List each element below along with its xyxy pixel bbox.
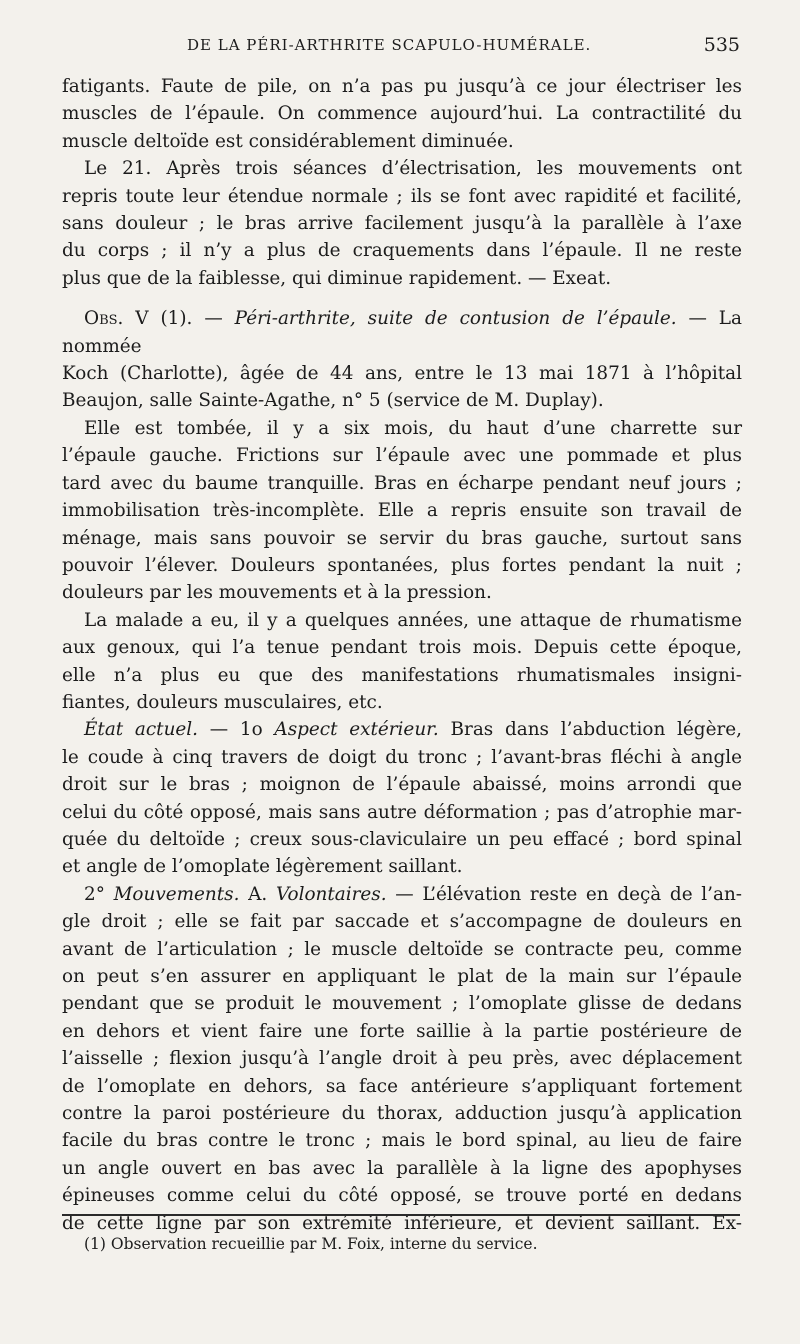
- text-line: muscle deltoïde est considérablement diminuée.: [62, 130, 514, 152]
- text-line: du corps ; il n’y a plus de craquements dans l’épaule. Il ne reste: [62, 240, 742, 262]
- text-line: l’aisselle ; flexion jusqu’à l’angle droit à peu près, avec déplacement: [62, 1048, 742, 1070]
- text-line: l’épaule gauche. Frictions sur l’épaule avec une pommade et plus: [62, 445, 742, 467]
- text-line: contre la paroi postérieure du thorax, adduction jusqu’à application: [62, 1103, 742, 1125]
- text-line: immobilisation très-incomplète. Elle a repris ensuite son travail de: [62, 500, 742, 522]
- text-line: et angle de l’omoplate légèrement saillant.: [62, 856, 463, 878]
- text-line: le coude à cinq travers de doigt du tronc ; l’avant-bras fléchi à angle: [62, 746, 742, 768]
- footnote: (1) Observation recueillie par M. Foix, interne du service.: [84, 1235, 538, 1253]
- text-line: plus que de la faiblesse, qui diminue rapidement. — Exeat.: [62, 267, 612, 289]
- page-number: 535: [703, 34, 740, 56]
- paragraph-continuation: [62, 73, 742, 155]
- text-line: tard avec du baume tranquille. Bras en écharpe pendant neuf jours ;: [62, 472, 742, 494]
- etat-label: État actuel.: [84, 719, 199, 741]
- text-line: un angle ouvert en bas avec la parallèle à la ligne des apophyses: [62, 1157, 742, 1179]
- text-line: ménage, mais sans pouvoir se servir du bras gauche, surtout sans: [62, 527, 742, 549]
- text-line: Koch (Charlotte), âgée de 44 ans, entre le 13 mai 1871 à l’hôpital: [62, 363, 742, 385]
- mouvements-label: Mouvements.: [113, 883, 240, 905]
- text-line: on peut s’en assurer en appliquant le plat de la main sur l’épaule: [62, 966, 742, 987]
- text-line: Beaujon, salle Sainte-Agathe, n° 5 (service de M. Duplay).: [62, 390, 604, 412]
- text-line: Le 21. Après trois séances d’électrisation, les mouvements ont: [84, 158, 742, 180]
- text-line: La malade a eu, il y a quelques années, une attaque de rhumatisme: [84, 609, 742, 631]
- paragraph-rheumatism: [62, 607, 742, 717]
- text-line: pouvoir l’élever. Douleurs spontanées, plus fortes pendant la nuit ;: [62, 554, 742, 576]
- mouvements-a: A.: [239, 883, 276, 905]
- text-line: celui du côté opposé, mais sans autre déformation ; pas d’atrophie mar-: [62, 801, 742, 823]
- text-line: facile du bras contre le tronc ; mais le bord spinal, au lieu de faire: [62, 1130, 742, 1152]
- running-head: [62, 36, 740, 60]
- paragraph-etat-actuel: [62, 716, 742, 880]
- text-line: elle n’a plus eu que des manifestations rhumatismales insigni-: [62, 664, 742, 686]
- observation-rest: — La nommée: [62, 308, 742, 357]
- text-line: douleurs par les mouvements et à la pression.: [62, 582, 492, 604]
- text-line: sans douleur ; le bras arrive facilement jusqu’à la parallèle à l’axe: [62, 213, 742, 235]
- volontaires-label: Volontaires.: [275, 883, 387, 905]
- text-line: Elle est tombée, il y a six mois, du haut d’une charrette sur: [84, 417, 742, 439]
- text-line: de l’omoplate en dehors, sa face antérieure s’appliquant fortement: [62, 1075, 742, 1097]
- footnote-rule: [62, 1214, 740, 1216]
- etat-heading-line: [62, 716, 742, 743]
- text-line: fiantes, douleurs musculaires, etc.: [62, 691, 383, 713]
- text-line: muscles de l’épaule. On commence aujourd’hui. La contractilité du: [62, 103, 742, 125]
- observation-title: Péri-arthrite, suite de contusion de l’épaule.: [234, 308, 677, 330]
- dash: —: [198, 719, 240, 741]
- paragraph-observation: [62, 305, 742, 415]
- text-line: pendant que se produit le mouvement ; l’omoplate glisse de dedans: [62, 993, 742, 1015]
- text-line: avant de l’articulation ; le muscle deltoïde se contracte peu, comme: [62, 938, 742, 960]
- etat-aspect: Aspect extérieur.: [274, 719, 439, 741]
- observation-label: Obs. V (1).: [84, 308, 193, 330]
- text-line: épineuses comme celui du côté opposé, se trouve porté en dedans: [62, 1185, 742, 1207]
- text-line: gle droit ; elle se fait par saccade et s’accompagne de douleurs en: [62, 911, 742, 933]
- paragraph-history: [62, 415, 742, 607]
- section-gap: [62, 292, 742, 305]
- running-title: DE LA PÉRI-ARTHRITE SCAPULO-HUMÉRALE.: [187, 36, 592, 54]
- text-line: aux genoux, qui l’a tenue pendant trois mois. Depuis cette époque,: [62, 637, 742, 659]
- body-text: [62, 73, 742, 1237]
- text-line: droit sur le bras ; moignon de l’épaule abaissé, moins arrondi que: [62, 774, 742, 796]
- observation-heading-line: [62, 305, 742, 360]
- mouvements-rest: — L’élévation reste en deçà de l’an-: [386, 883, 742, 905]
- text-line: fatigants. Faute de pile, on n’a pas pu jusqu’à ce jour électriser les: [62, 76, 742, 97]
- mouvements-heading-line: [62, 881, 742, 908]
- mouvements-number: 2°: [84, 883, 114, 905]
- paragraph-mouvements: [62, 881, 742, 1237]
- paragraph-le-21: [62, 155, 742, 292]
- text-line: de cette ligne par son extrémité inférieure, et devient saillant. Ex-: [62, 1212, 742, 1234]
- text-line: quée du deltoïde ; creux sous-claviculaire un peu effacé ; bord spinal: [62, 828, 742, 850]
- text-line: en dehors et vient faire une forte saillie à la partie postérieure de: [62, 1020, 742, 1042]
- etat-number: 1o: [239, 719, 275, 741]
- etat-rest: Bras dans l’abduction légère,: [438, 719, 742, 741]
- dash: —: [192, 308, 235, 330]
- text-line: repris toute leur étendue normale ; ils se font avec rapidité et facilité,: [62, 185, 742, 207]
